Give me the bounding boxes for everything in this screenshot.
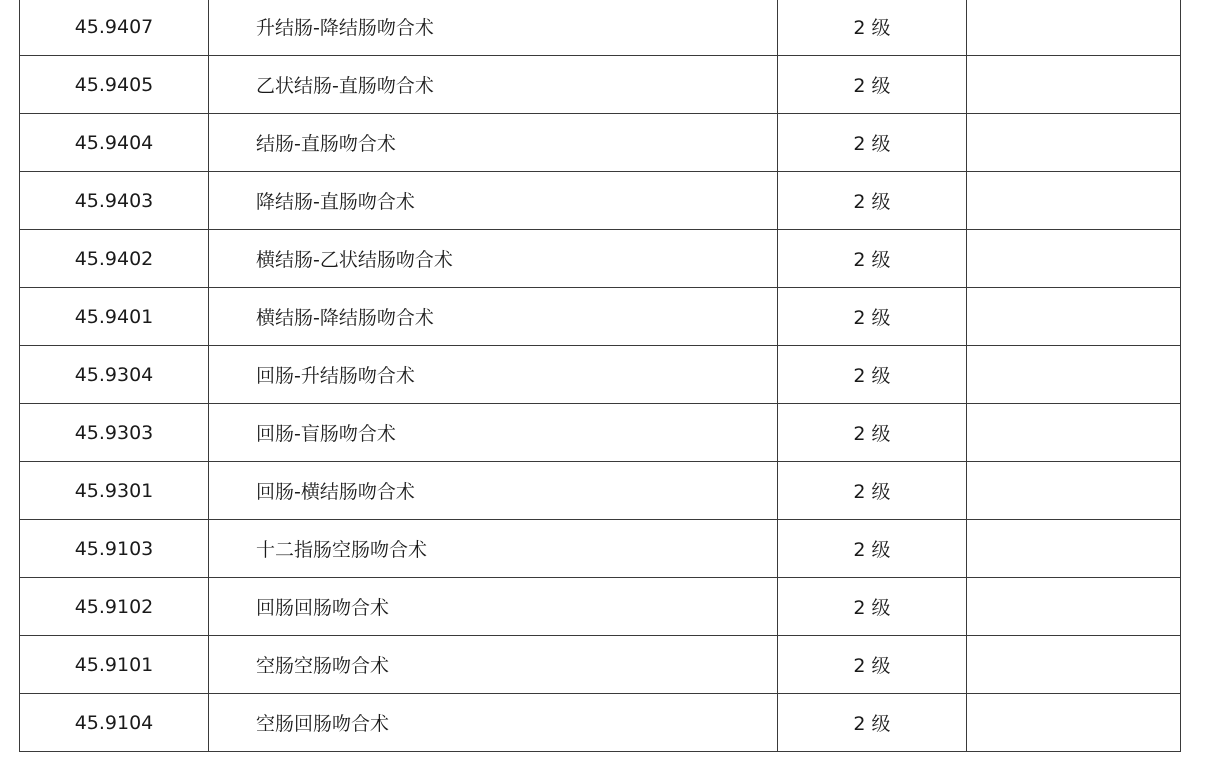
table-row (20, 462, 1181, 520)
procedure-note-cell (967, 0, 1181, 56)
table-row (20, 172, 1181, 230)
procedure-name-cell: 回肠-横结肠吻合术 (209, 462, 778, 520)
procedure-note-cell (967, 694, 1181, 752)
procedure-name-cell: 空肠空肠吻合术 (209, 636, 778, 694)
procedure-grade-cell: 2 级 (778, 694, 967, 752)
procedure-name-cell: 回肠-盲肠吻合术 (209, 404, 778, 462)
table-row (20, 520, 1181, 578)
procedure-table-container (19, 0, 1180, 752)
table-row (20, 694, 1181, 752)
procedure-code-cell: 45.9407 (20, 0, 209, 56)
procedure-grade-cell: 2 级 (778, 56, 967, 114)
procedure-code-cell: 45.9405 (20, 56, 209, 114)
procedure-note-cell (967, 114, 1181, 172)
table-row (20, 578, 1181, 636)
procedure-code-cell: 45.9104 (20, 694, 209, 752)
procedure-note-cell (967, 288, 1181, 346)
table-row (20, 56, 1181, 114)
procedure-name-cell: 升结肠-降结肠吻合术 (209, 0, 778, 56)
procedure-table-body (20, 0, 1181, 752)
procedure-name-cell: 空肠回肠吻合术 (209, 694, 778, 752)
procedure-code-cell: 45.9102 (20, 578, 209, 636)
table-row (20, 288, 1181, 346)
procedure-name-cell: 横结肠-降结肠吻合术 (209, 288, 778, 346)
table-row (20, 636, 1181, 694)
procedure-grade-cell: 2 级 (778, 288, 967, 346)
procedure-code-cell: 45.9304 (20, 346, 209, 404)
procedure-name-cell: 结肠-直肠吻合术 (209, 114, 778, 172)
procedure-note-cell (967, 520, 1181, 578)
procedure-grade-cell: 2 级 (778, 172, 967, 230)
procedure-note-cell (967, 404, 1181, 462)
procedure-name-cell: 十二指肠空肠吻合术 (209, 520, 778, 578)
table-row (20, 230, 1181, 288)
table-row (20, 404, 1181, 462)
procedure-note-cell (967, 230, 1181, 288)
procedure-table (19, 0, 1181, 752)
procedure-name-cell: 乙状结肠-直肠吻合术 (209, 56, 778, 114)
table-row (20, 114, 1181, 172)
procedure-grade-cell: 2 级 (778, 230, 967, 288)
procedure-grade-cell: 2 级 (778, 114, 967, 172)
procedure-name-cell: 横结肠-乙状结肠吻合术 (209, 230, 778, 288)
procedure-grade-cell: 2 级 (778, 404, 967, 462)
procedure-name-cell: 回肠回肠吻合术 (209, 578, 778, 636)
procedure-code-cell: 45.9403 (20, 172, 209, 230)
procedure-code-cell: 45.9401 (20, 288, 209, 346)
table-row (20, 346, 1181, 404)
procedure-grade-cell: 2 级 (778, 520, 967, 578)
procedure-note-cell (967, 172, 1181, 230)
table-row (20, 0, 1181, 56)
procedure-note-cell (967, 56, 1181, 114)
procedure-grade-cell: 2 级 (778, 462, 967, 520)
procedure-note-cell (967, 636, 1181, 694)
procedure-code-cell: 45.9103 (20, 520, 209, 578)
procedure-code-cell: 45.9301 (20, 462, 209, 520)
procedure-grade-cell: 2 级 (778, 0, 967, 56)
procedure-name-cell: 降结肠-直肠吻合术 (209, 172, 778, 230)
procedure-code-cell: 45.9402 (20, 230, 209, 288)
procedure-grade-cell: 2 级 (778, 636, 967, 694)
procedure-note-cell (967, 462, 1181, 520)
procedure-grade-cell: 2 级 (778, 578, 967, 636)
procedure-code-cell: 45.9101 (20, 636, 209, 694)
procedure-name-cell: 回肠-升结肠吻合术 (209, 346, 778, 404)
procedure-code-cell: 45.9303 (20, 404, 209, 462)
procedure-note-cell (967, 346, 1181, 404)
procedure-grade-cell: 2 级 (778, 346, 967, 404)
procedure-note-cell (967, 578, 1181, 636)
procedure-code-cell: 45.9404 (20, 114, 209, 172)
